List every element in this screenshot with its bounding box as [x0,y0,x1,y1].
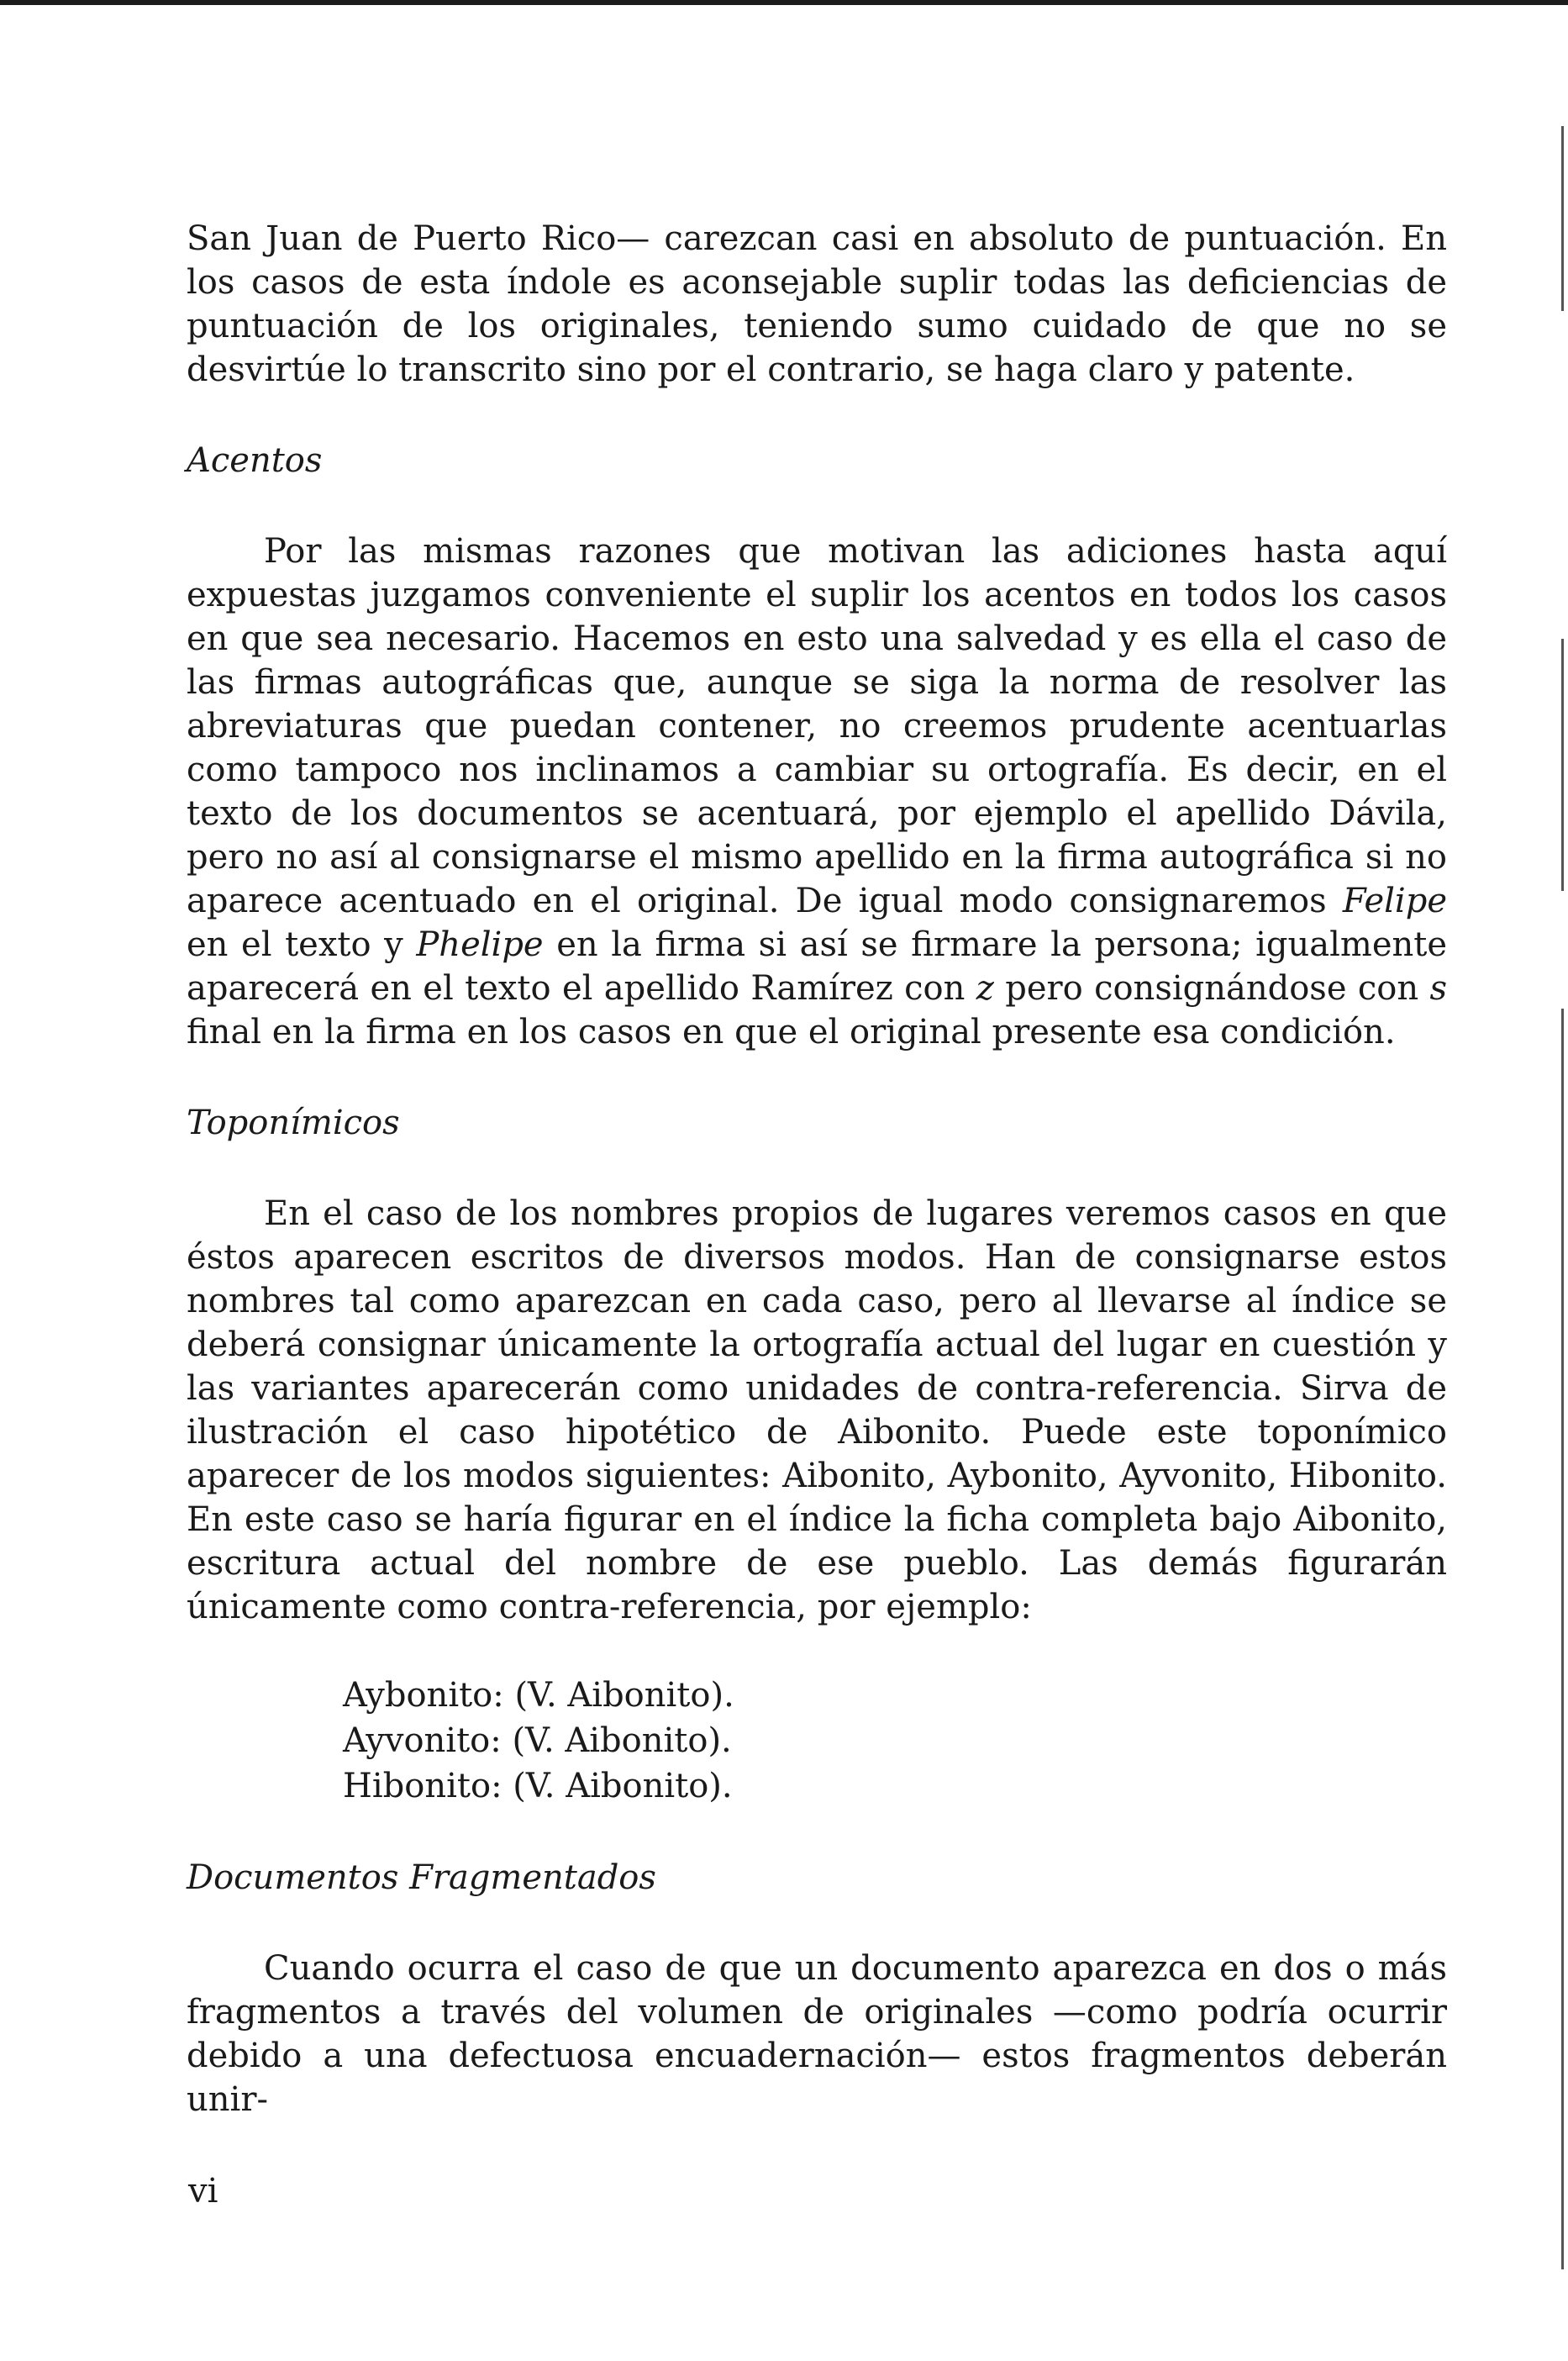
page-edge-mark [1561,639,1564,891]
top-border-rule [0,0,1568,5]
italic-term-phelipe: Phelipe [416,925,544,964]
fragmentados-paragraph: Cuando ocurra el caso de que un documento aparezca en dos o más fragmentos a través del volumen de originales —como podría ocurrir debido a una defectuosa encuadernación— estos fragmentos deberán unir- [187,1949,1447,2119]
page-edge-mark [1561,1009,1564,2269]
section-heading-documentos-fragmentados: Documentos Fragmentados [187,1858,656,1897]
italic-letter-s: s [1429,969,1448,1008]
contra-referencia-examples [343,1673,1447,1809]
section-heading-acentos: Acentos [187,441,323,480]
italic-term-felipe: Felipe [1342,882,1447,920]
continuation-paragraph: San Juan de Puerto Rico— carezcan casi en absoluto de puntuación. En los casos de esta índole es aconsejable suplir todas las deficiencias de puntuación de los originales, teniendo sumo cuidado de que no se desvirtúe lo transcrito sino por el contrario, se haga claro y patente. [187,219,1447,389]
example-line: Ayvonito: (V. Aibonito). [343,1721,732,1760]
section-heading-toponimicos: Toponímicos [187,1104,400,1142]
example-line: Hibonito: (V. Aibonito). [343,1767,733,1805]
page-body [187,217,1447,2121]
toponimicos-paragraph: En el caso de los nombres propios de lugares veremos casos en que éstos aparecen escritos de diversos modos. Han de consignarse estos nombres tal como aparezcan en cada caso, pero al llevarse al índice se deberá consignar únicamente la ortografía actual del lugar en cuestión y las variantes aparecerán como unidades de contra-referencia. Sirva de ilustración el caso hipotético de Aibonito. Puede este toponímico aparecer de los modos siguientes: Aibonito, Aybonito, Ayvonito, Hibonito. En este caso se haría figurar en el índice la ficha completa bajo Aibonito, escritura actual del nombre de ese pueblo. Las demás figurarán únicamente como contra-referencia, por ejemplo: [187,1194,1447,1626]
italic-letter-z: z [976,969,994,1008]
page-number: vi [188,2172,218,2211]
acentos-paragraph: Por las mismas razones que motivan las adiciones hasta aquí expuestas juzgamos conveniente el suplir los acentos en todos los casos en que sea necesario. Hacemos en esto una salvedad y es ella el caso de las firmas autográficas que, aunque se siga la norma de resolver las abreviaturas que puedan contener, no creemos prudente acentuarlas como tampoco nos inclinamos a cambiar su ortografía. Es decir, en el texto de los documentos se acentuará, por ejemplo el apellido Dávila, pero no así al consignarse el mismo apellido en la firma autográfica si no aparece acentuado en el original. De igual modo consignaremos Felipe en el texto y Phelipe en la firma si así se firmare la persona; igualmente aparecerá en el texto el apellido Ramírez con z pero consignándose con s final en la firma en los casos en que el original presente esa condición. [187,532,1448,1051]
example-line: Aybonito: (V. Aibonito). [343,1676,734,1715]
page-edge-mark [1561,126,1564,311]
